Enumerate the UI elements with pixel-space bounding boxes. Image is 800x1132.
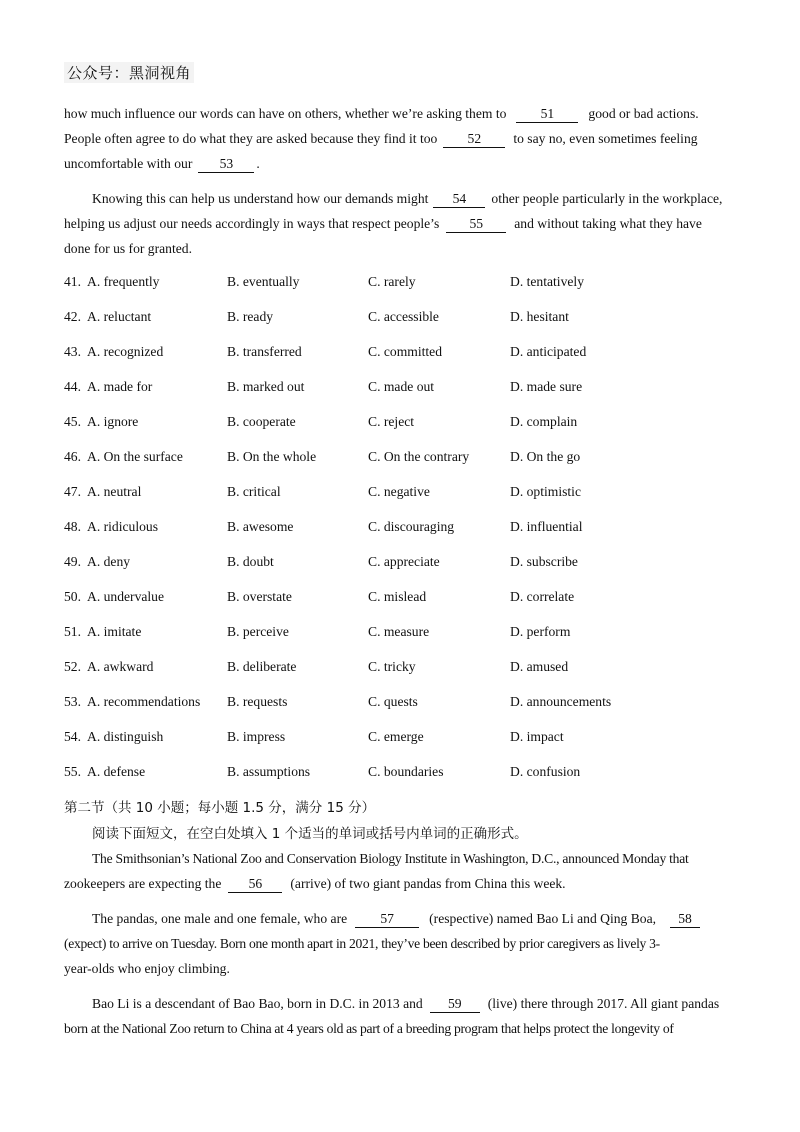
option-text: A. defense	[87, 764, 146, 779]
option-b: B. ready	[227, 309, 274, 324]
text-fragment: (respective) named Bao Li and Qing Boa,	[429, 911, 657, 926]
question-number: 49.	[64, 554, 81, 569]
text-line	[64, 151, 736, 176]
text-line	[64, 211, 736, 236]
option-text: A. deny	[87, 554, 131, 569]
option-c: C. committed	[368, 344, 443, 359]
option-b: B. doubt	[227, 554, 274, 569]
answer-blank-53: 53	[198, 156, 254, 173]
text-fragment: to say no, even sometimes feeling	[513, 131, 698, 146]
text-line: The Smithsonian’s National Zoo and Conservation Biology Institute in Washington, D.C., announced Monday that	[92, 851, 689, 866]
question-number: 42.	[64, 309, 81, 324]
text-line	[64, 101, 736, 126]
text-fragment: and without taking what they have	[514, 216, 702, 231]
option-text: A. ridiculous	[87, 519, 158, 534]
text-line: done for us for granted.	[64, 241, 192, 256]
option-c: C. emerge	[368, 729, 424, 744]
option-a	[64, 589, 164, 605]
option-b: B. cooperate	[227, 414, 296, 429]
text-fragment: how much influence our words can have on others, whether we’re asking them to	[64, 106, 507, 121]
option-text: A. made for	[87, 379, 153, 394]
question-row	[64, 761, 744, 796]
question-row	[64, 691, 744, 726]
option-c: C. measure	[368, 624, 430, 639]
question-number: 43.	[64, 344, 81, 359]
answer-blank-55: 55	[446, 216, 506, 233]
option-b: B. requests	[227, 694, 288, 709]
text-line	[64, 186, 736, 211]
option-a	[64, 414, 138, 430]
text-fragment: (live) there through 2017. All giant pandas	[487, 996, 720, 1011]
text-fragment: .	[256, 156, 260, 171]
option-b: B. overstate	[227, 589, 292, 604]
option-b: B. transferred	[227, 344, 302, 359]
option-text: A. distinguish	[87, 729, 164, 744]
option-a	[64, 484, 141, 500]
option-text: A. frequently	[87, 274, 160, 289]
option-c: C. accessible	[368, 309, 439, 324]
question-row	[64, 586, 744, 621]
passage1-paragraph2	[64, 186, 736, 261]
text-line: born at the National Zoo return to China at 4 years old as part of a breeding program that helps protect the longevity of	[64, 1021, 674, 1036]
question-number: 53.	[64, 694, 81, 709]
option-d: D. anticipated	[510, 344, 587, 359]
answer-blank-52: 52	[443, 131, 505, 148]
answer-blank-59: 59	[430, 996, 480, 1013]
watermark-logo: 公众号：黑洞视角	[64, 62, 194, 83]
answer-blank-51: 51	[516, 106, 578, 123]
text-fragment: The pandas, one male and one female, who are	[92, 911, 348, 926]
option-text: A. awkward	[87, 659, 154, 674]
question-row	[64, 516, 744, 551]
answer-blank-57: 57	[355, 911, 419, 928]
question-row	[64, 341, 744, 376]
option-d: D. subscribe	[510, 554, 578, 569]
question-number: 51.	[64, 624, 81, 639]
option-d: D. impact	[510, 729, 564, 744]
option-d: D. optimistic	[510, 484, 581, 499]
passage2-paragraph3	[64, 991, 736, 1041]
option-b: B. marked out	[227, 379, 305, 394]
question-row	[64, 481, 744, 516]
option-c: C. appreciate	[368, 554, 440, 569]
option-d: D. made sure	[510, 379, 583, 394]
option-d: D. tentatively	[510, 274, 584, 289]
passage1-paragraph1	[64, 101, 736, 176]
text-line: (expect) to arrive on Tuesday. Born one month apart in 2021, they’ve been described by prior caregivers as lively 3-	[64, 936, 660, 951]
passage2-paragraph2	[64, 906, 736, 981]
question-number: 50.	[64, 589, 81, 604]
option-d: D. announcements	[510, 694, 612, 709]
question-number: 54.	[64, 729, 81, 744]
passage2-paragraph1	[64, 846, 736, 896]
text-line	[64, 871, 736, 896]
option-b: B. On the whole	[227, 449, 317, 464]
option-d: D. hesitant	[510, 309, 569, 324]
option-c: C. reject	[368, 414, 415, 429]
question-row	[64, 376, 744, 411]
text-line: year-olds who enjoy climbing.	[64, 961, 230, 976]
option-a	[64, 659, 153, 675]
question-row	[64, 411, 744, 446]
text-fragment: uncomfortable with our	[64, 156, 193, 171]
option-a	[64, 694, 200, 710]
option-text: A. imitate	[87, 624, 142, 639]
option-d: D. influential	[510, 519, 583, 534]
question-row	[64, 656, 744, 691]
option-a	[64, 729, 163, 745]
option-a	[64, 624, 141, 640]
option-d: D. correlate	[510, 589, 575, 604]
option-text: A. reluctant	[87, 309, 152, 324]
section-heading: 第二节（共 10 小题；每小题 1.5 分，满分 15 分）	[64, 800, 376, 816]
option-c: C. mislead	[368, 589, 427, 604]
section-instruction: 阅读下面短文，在空白处填入 1 个适当的单词或括号内单词的正确形式。	[92, 826, 528, 842]
option-a	[64, 519, 158, 535]
question-number: 55.	[64, 764, 81, 779]
option-text: A. recognized	[87, 344, 164, 359]
question-row	[64, 551, 744, 586]
option-d: D. perform	[510, 624, 571, 639]
option-text: A. recommendations	[87, 694, 201, 709]
question-number: 52.	[64, 659, 81, 674]
text-fragment: (arrive) of two giant pandas from China this week.	[290, 876, 566, 891]
text-fragment: good or bad actions.	[588, 106, 699, 121]
option-text: A. On the surface	[87, 449, 183, 464]
option-a	[64, 274, 159, 290]
option-a	[64, 554, 130, 570]
option-a	[64, 379, 152, 395]
text-fragment: zookeepers are expecting the	[64, 876, 222, 891]
question-row	[64, 446, 744, 481]
option-b: B. critical	[227, 484, 281, 499]
option-c: C. quests	[368, 694, 418, 709]
question-number: 47.	[64, 484, 81, 499]
question-row	[64, 726, 744, 761]
question-number: 44.	[64, 379, 81, 394]
option-c: C. On the contrary	[368, 449, 470, 464]
text-fragment: Bao Li is a descendant of Bao Bao, born in D.C. in 2013 and	[92, 996, 423, 1011]
option-b: B. deliberate	[227, 659, 297, 674]
option-c: C. negative	[368, 484, 430, 499]
option-d: D. amused	[510, 659, 569, 674]
text-fragment: Knowing this can help us understand how our demands might	[92, 191, 429, 206]
options-list	[64, 271, 744, 796]
option-b: B. awesome	[227, 519, 294, 534]
option-a	[64, 309, 151, 325]
answer-blank-54: 54	[433, 191, 485, 208]
option-c: C. discouraging	[368, 519, 455, 534]
option-a	[64, 449, 183, 465]
answer-blank-58: 58	[670, 911, 700, 928]
question-row	[64, 621, 744, 656]
question-row	[64, 306, 744, 341]
option-c: C. made out	[368, 379, 435, 394]
option-text: A. neutral	[87, 484, 142, 499]
option-text: A. undervalue	[87, 589, 165, 604]
answer-blank-56: 56	[228, 876, 282, 893]
option-c: C. tricky	[368, 659, 416, 674]
text-line	[64, 126, 736, 151]
text-fragment: helping us adjust our needs accordingly in ways that respect people’s	[64, 216, 440, 231]
option-b: B. impress	[227, 729, 286, 744]
option-c: C. rarely	[368, 274, 416, 289]
text-fragment: other people particularly in the workplace,	[491, 191, 723, 206]
option-c: C. boundaries	[368, 764, 444, 779]
option-b: B. eventually	[227, 274, 300, 289]
text-fragment: People often agree to do what they are asked because they find it too	[64, 131, 438, 146]
option-text: A. ignore	[87, 414, 139, 429]
question-number: 48.	[64, 519, 81, 534]
question-number: 46.	[64, 449, 81, 464]
question-row	[64, 271, 744, 306]
question-number: 41.	[64, 274, 81, 289]
option-d: D. On the go	[510, 449, 581, 464]
question-number: 45.	[64, 414, 81, 429]
option-a	[64, 764, 145, 780]
option-d: D. confusion	[510, 764, 581, 779]
text-line	[64, 991, 736, 1016]
option-d: D. complain	[510, 414, 578, 429]
option-b: B. perceive	[227, 624, 289, 639]
option-b: B. assumptions	[227, 764, 311, 779]
option-a	[64, 344, 163, 360]
text-line	[64, 906, 736, 931]
